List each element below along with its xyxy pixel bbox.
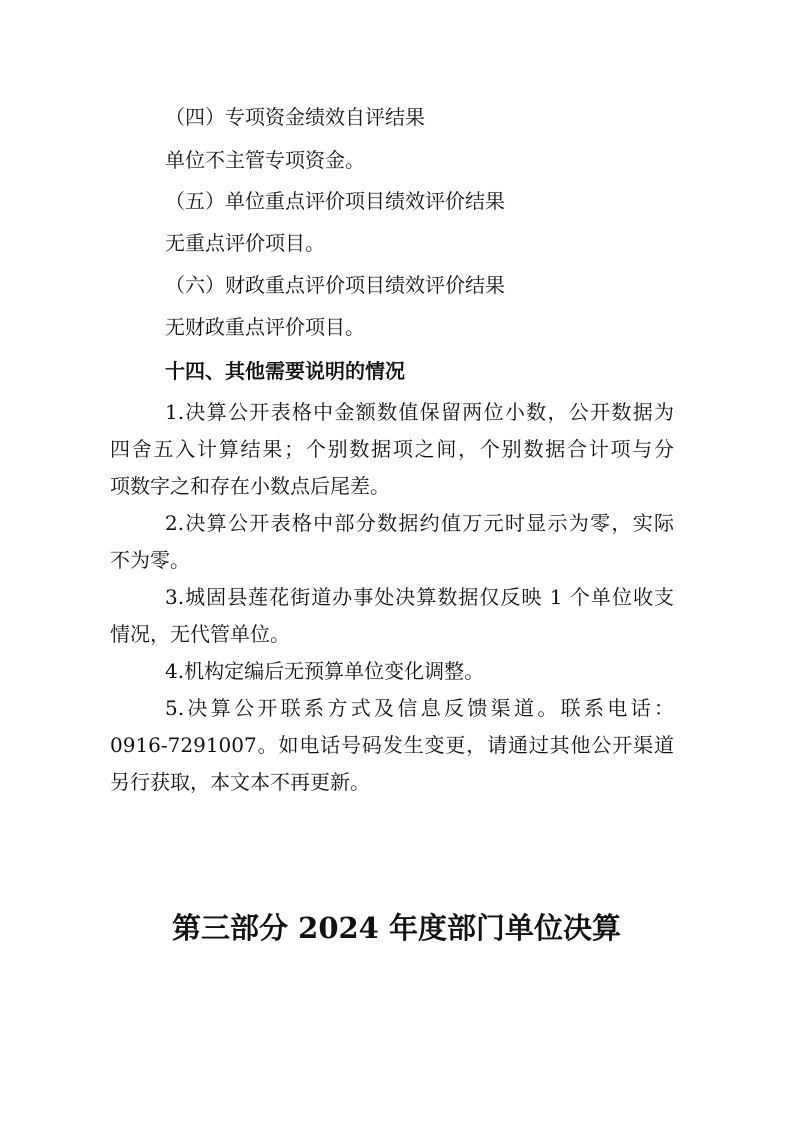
item-4-line-1: 4.机构定编后无预算单位变化调整。 bbox=[165, 659, 485, 683]
part-title: 第三部分 2024 年度部门单位决算 bbox=[172, 911, 621, 945]
section-4-text: 单位不主管专项资金。 bbox=[165, 148, 365, 172]
section-4-heading: （四）专项资金绩效自评结果 bbox=[165, 105, 425, 129]
item-2-line-1: 2.决算公开表格中部分数据约值万元时显示为零，实际 bbox=[165, 511, 674, 535]
item-1-line-2: 四舍五入计算结果；个别数据项之间，个别数据合计项与分 bbox=[110, 437, 674, 461]
item-5-line-3: 另行获取，本文本不再更新。 bbox=[110, 770, 370, 794]
item-3-line-2: 情况，无代管单位。 bbox=[110, 622, 290, 646]
item-5-line-1: 5.决算公开联系方式及信息反馈渠道。联系电话： bbox=[165, 696, 674, 720]
item-5-line-2: 0916-7291007。如电话号码发生变更，请通过其他公开渠道 bbox=[110, 733, 674, 757]
item-1-line-1: 1.决算公开表格中金额数值保留两位小数，公开数据为 bbox=[165, 400, 674, 424]
item-3-line-1: 3.城固县莲花街道办事处决算数据仅反映 1 个单位收支 bbox=[165, 585, 674, 609]
item-1-line-3: 项数字之和存在小数点后尾差。 bbox=[110, 474, 390, 498]
section-6-text: 无财政重点评价项目。 bbox=[165, 315, 365, 339]
section-6-heading: （六）财政重点评价项目绩效评价结果 bbox=[165, 273, 505, 297]
item-2-line-2: 不为零。 bbox=[110, 548, 190, 572]
other-heading: 十四、其他需要说明的情况 bbox=[165, 359, 405, 383]
section-5-text: 无重点评价项目。 bbox=[165, 231, 325, 255]
section-5-heading: （五）单位重点评价项目绩效评价结果 bbox=[165, 189, 505, 213]
